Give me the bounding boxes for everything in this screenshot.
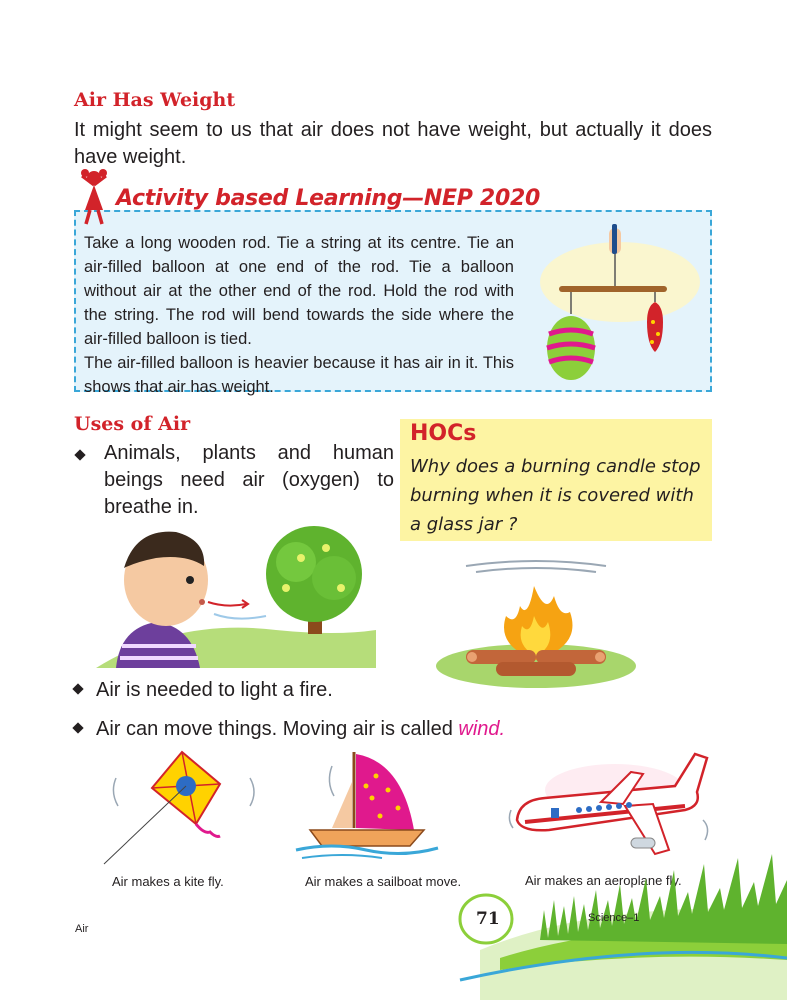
book-title: Science–1 [588, 912, 640, 924]
activity-paragraph-1: Take a long wooden rod. Tie a string at its centre. Tie an air-filled balloon at one end of the rod. Tie a balloon without air at the other end of the rod. Hold the rod with the string. The rod will bend towards the side where the air-filled balloon is tied. [84, 234, 514, 348]
caption-aeroplane: Air makes an aeroplane fly. [525, 873, 682, 888]
campfire-illustration [436, 556, 636, 691]
bullet-marker [72, 722, 83, 733]
bullet-marker [74, 449, 85, 460]
caption-sailboat: Air makes a sailboat move. [305, 874, 462, 889]
section-heading-uses-of-air: Uses of Air [74, 413, 191, 435]
bullet-wind-text: Air can move things. Moving air is called [96, 718, 459, 740]
kite-illustration [100, 748, 270, 868]
intro-paragraph: It might seem to us that air does not have weight, but actually it does have weight. [74, 119, 712, 168]
section-heading-air-has-weight: Air Has Weight [74, 89, 236, 111]
bullet-fire [74, 677, 333, 704]
bullet-wind [74, 716, 505, 743]
wind-highlight: wind. [458, 718, 506, 740]
activity-paragraph-2: The air-filled balloon is heavier because it has air in it. This shows that air has weight. [84, 354, 514, 396]
page-number: 71 [476, 909, 500, 929]
activity-girl-icon [74, 168, 114, 226]
bullet-breathe-text: Animals, plants and human beings need air (oxygen) to breathe in. [104, 442, 394, 518]
activity-text [84, 231, 514, 399]
sailboat-illustration [292, 746, 442, 870]
hocs-question: Why does a burning candle stop burning when it is covered with a glass jar ? [410, 456, 701, 535]
caption-kite: Air makes a kite fly. [112, 874, 224, 889]
hocs-title: HOCs [410, 421, 477, 446]
boy-breathing-tree-illustration [96, 518, 376, 668]
activity-title: Activity based Learning—NEP 2020 [116, 186, 540, 211]
balloon-rod-illustration [535, 222, 705, 387]
chapter-name: Air [75, 923, 89, 935]
bullet-breathe [74, 440, 394, 521]
bullet-marker [72, 683, 83, 694]
bullet-fire-text: Air is needed to light a fire. [96, 679, 333, 701]
